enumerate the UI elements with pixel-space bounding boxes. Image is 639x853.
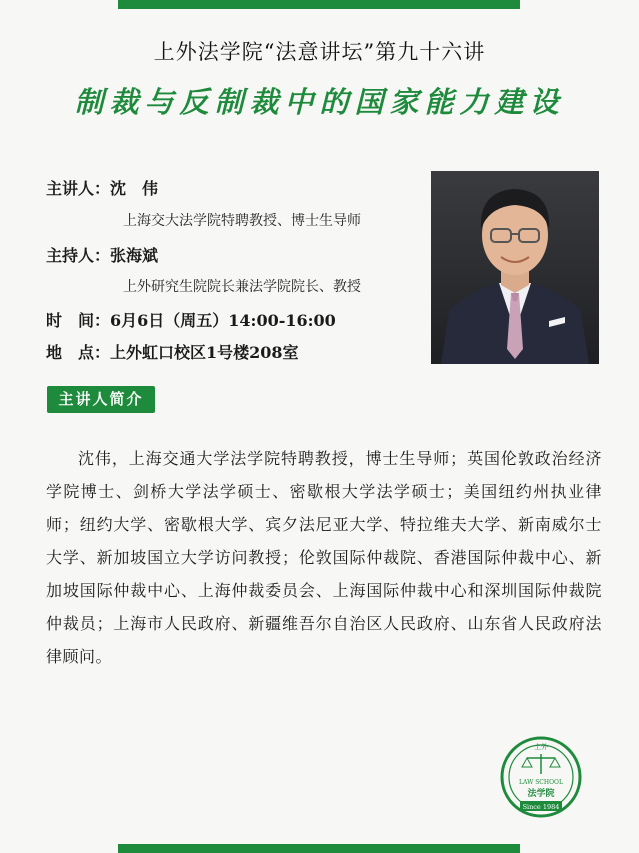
host-affiliation: 上外研究生院院长兼法学院院长、教授 xyxy=(123,279,361,295)
speaker-name: 沈 伟 xyxy=(110,179,159,198)
time-label: 时 间： xyxy=(46,311,111,330)
time-row xyxy=(46,308,336,331)
venue-row xyxy=(46,340,299,363)
speaker-bio: 沈伟，上海交通大学法学院特聘教授，博士生导师；英国伦敦政治经济学院博士、剑桥大学法学硕士、密歇根大学法学硕士；美国纽约州执业律师；纽约大学、密歇根大学、宾夕法尼亚大学、特拉维夫大学、新南威尔士大学、新加坡国立大学访问教授；伦敦国际仲裁院、香港国际仲裁中心、新加坡国际仲裁中心、上海仲裁委员会、上海国际仲裁中心和深圳国际仲裁院仲裁员；上海市人民政府、新疆维吾尔自治区人民政府、山东省人民政府法律顾问。 xyxy=(46,449,602,666)
speaker-portrait-icon xyxy=(431,171,599,364)
speaker-label: 主讲人： xyxy=(46,179,111,198)
seal-top-text: 上外 xyxy=(534,743,548,751)
speaker-photo xyxy=(431,171,599,364)
lecture-title: 制裁与反制裁中的国家能力建设 xyxy=(74,85,565,119)
host-name: 张海斌 xyxy=(110,246,159,265)
venue-value: 上外虹口校区1号楼208室 xyxy=(110,343,299,362)
seal-since-text: Since 1984 xyxy=(522,803,560,811)
seal-center-text: 法学院 xyxy=(527,789,555,799)
host-label: 主持人： xyxy=(46,246,111,265)
speaker-affiliation: 上海交大法学院特聘教授、博士生导师 xyxy=(123,213,361,229)
bottom-green-bar xyxy=(118,844,520,853)
host-row xyxy=(46,243,158,266)
time-value: 6月6日（周五）14:00-16:00 xyxy=(110,311,336,330)
speaker-row xyxy=(46,176,158,199)
venue-label: 地 点： xyxy=(46,343,111,362)
law-school-seal-icon xyxy=(500,734,582,820)
speaker-bio-section-tag: 主讲人简介 xyxy=(47,386,155,413)
top-green-bar xyxy=(118,0,520,9)
lecture-series-title: 上外法学院“法意讲坛”第九十六讲 xyxy=(153,40,486,64)
seal-ring-text: LAW SCHOOL xyxy=(519,779,563,786)
